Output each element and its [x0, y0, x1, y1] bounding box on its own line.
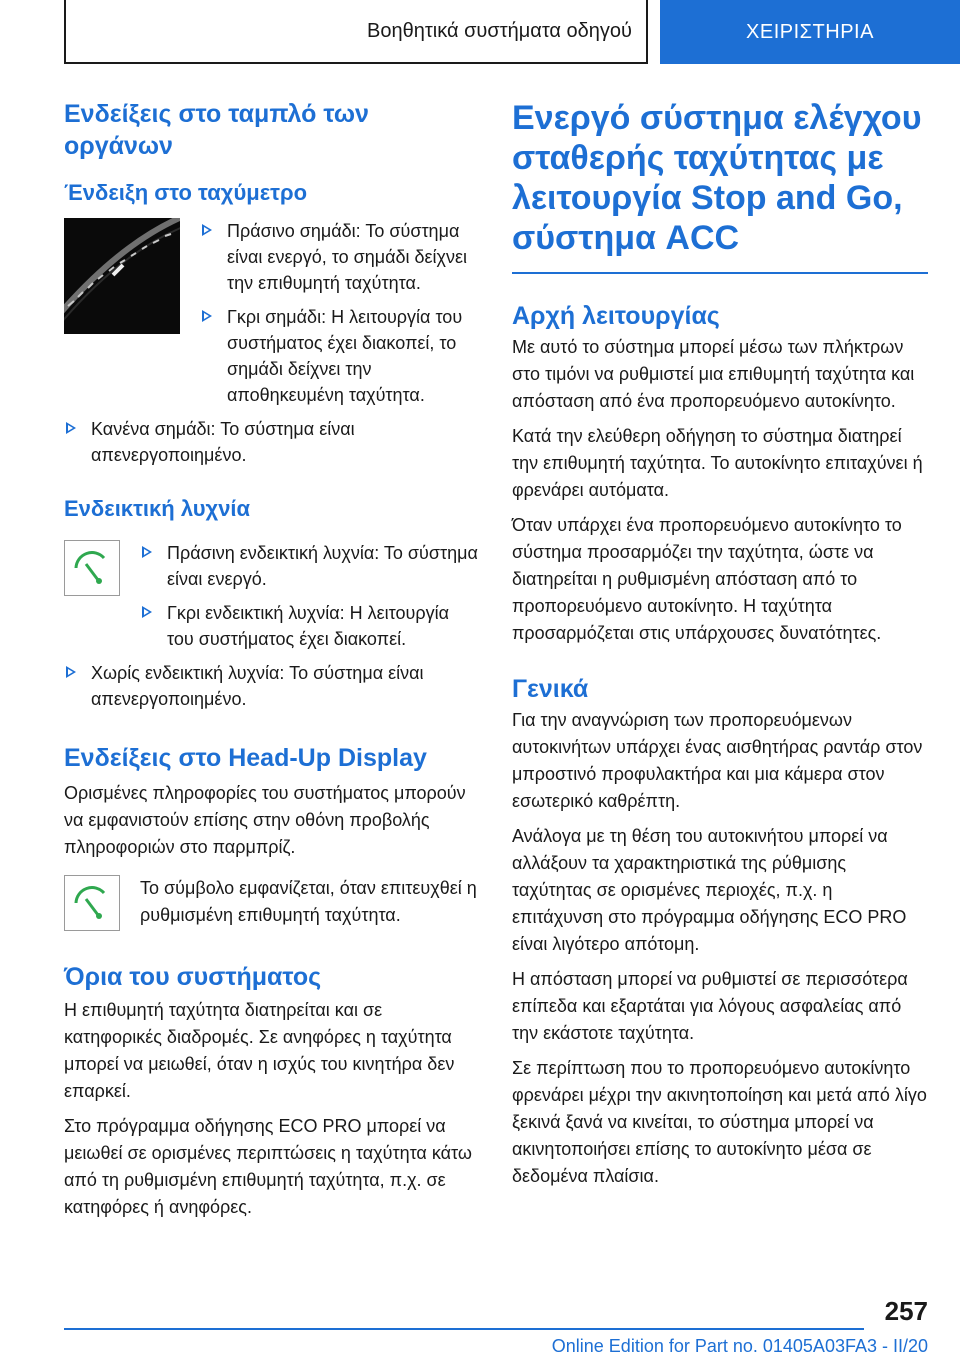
list-item-text: Γκρι σημάδι: Η λειτουργία του συστήματος έχει διακοπεί, το σημάδι δείχνει την αποθηκευμένη ταχύτητα. [227, 307, 463, 405]
list-item-text: Γκρι ενδεικτική λυχνία: Η λειτουργία του συστήματος έχει διακοπεί. [167, 603, 449, 649]
speedometer-image [64, 218, 180, 334]
principle-text: Κατά την ελεύθερη οδήγηση το σύστημα διατηρεί την επιθυμητή ταχύτητα. Το αυτοκίνητο επιταχύνει ή φρενάρει αυτόματα. [512, 426, 923, 500]
head-up-display-text: Ορισμένες πληροφορίες του συστήματος μπορούν να εμφανιστούν επίσης στην οθόνη προβολής πληροφοριών στο παρμπρίζ. [64, 783, 466, 857]
principle-text: Όταν υπάρχει ένα προπορευόμενο αυτοκίνητο το σύστημα προσαρμόζει την ταχύτητα, ώστε να διατηρείται η ρυθμισμένη απόσταση από το προπορευόμενο αυτοκίνητο. Η ταχύτητα προσαρμόζεται στις υπάρχουσες δυνατότητες. [512, 515, 902, 643]
list-item [200, 304, 480, 408]
acc-title: Ενεργό σύστημα ελέγχου σταθερής ταχύτητας με λειτουργία Stop and Go, σύστημα ACC [512, 98, 928, 274]
head-up-display-title: Ενδείξεις στο Head-Up Display [64, 744, 427, 772]
speedometer-block [64, 218, 480, 408]
list-item-text: Πράσινη ενδεικτική λυχνία: Το σύστημα είναι ενεργό. [167, 543, 478, 589]
general-text: Για την αναγνώριση των προπορευόμενων αυτοκινήτων υπάρχει ένας αισθητήρας ραντάρ στον μπροστινό προφυλακτήρα και μια κάμερα στον εσωτερικό καθρέπτη. [512, 710, 923, 811]
triangle-bullet-icon [142, 606, 152, 618]
list-item-text: Χωρίς ενδεικτική λυχνία: Το σύστημα είναι απενεργοποιημένο. [91, 663, 424, 709]
list-item [200, 218, 480, 296]
triangle-bullet-icon [66, 666, 76, 678]
list-item [64, 416, 491, 468]
general-text: Σε περίπτωση που το προπορευόμενο αυτοκίνητο φρενάρει μέχρι την ακινητοποίηση και μετά από λίγο ξεκινά ξανά να κινείται, το σύστημα μπορεί να ακινητοποιήσει επίσης το αυτοκίνητο μέσα σε δεδομένα πλαίσια. [512, 1058, 927, 1186]
list-item-text: Πράσινο σημάδι: Το σύστημα είναι ενεργό, το σημάδι δείχνει την επιθυμητή ταχύτητα. [227, 221, 468, 293]
speedometer-heading: Ένδειξη στο ταχύμετρο [64, 180, 308, 205]
cruise-control-icon [64, 540, 120, 596]
principle-heading: Αρχή λειτουργίας [512, 302, 720, 330]
eco-pro-text: Στο πρόγραμμα οδήγησης ECO PRO μπορεί να μειωθεί σε ορισμένες περιπτώσεις η ταχύτητα κάτω από τη ρυθμισμένη επιθυμητή ταχύτητα, π.χ. σε κατηφόρες ή ανηφόρες. [64, 1116, 472, 1217]
triangle-bullet-icon [202, 224, 212, 236]
system-limits-title: Όρια του συστήματος [64, 963, 322, 991]
triangle-bullet-icon [142, 546, 152, 558]
indicator-lamp-heading: Ενδεικτική λυχνία [64, 496, 251, 521]
speedometer-bullets [200, 218, 480, 408]
list-item [140, 600, 480, 652]
principle-text: Με αυτό το σύστημα μπορεί μέσω των πλήκτρων στο τιμόνι να ρυθμιστεί μια επιθυμητή ταχύτητα και απόσταση από ένα προπορευόμενο αυτοκίνητο. [512, 337, 915, 411]
right-column [512, 98, 928, 1190]
hud-symbol-text: Το σύμβολο εμφανίζεται, όταν επιτευχθεί η ρυθμισμένη επιθυμητή ταχύτητα. [140, 878, 477, 925]
list-item-text: Κανένα σημάδι: Το σύστημα είναι απενεργοποιημένο. [91, 419, 355, 465]
general-text: Ανάλογα με τη θέση του αυτοκινήτου μπορεί να αλλάξουν τα χαρακτηριστικά της ρύθμισης ταχύτητας σε ορισμένες περιοχές, π.χ. η επιτάχυνση στο πρόγραμμα οδήγησης ECO PRO είναι λιγότερο απότομη. [512, 826, 907, 954]
hud-symbol-block [64, 875, 480, 931]
list-item [64, 660, 491, 712]
header-section-title: Βοηθητικά συστήματα οδηγού [64, 0, 648, 64]
general-heading: Γενικά [512, 675, 589, 703]
list-item [140, 540, 480, 592]
triangle-bullet-icon [202, 310, 212, 322]
cruise-control-icon [64, 875, 120, 931]
footer-divider [64, 1328, 864, 1330]
system-limits-text: Η επιθυμητή ταχύτητα διατηρείται και σε κατηφορικές διαδρομές. Σε ανηφόρες η ταχύτητα μπορεί να μειωθεί, όταν η ισχύς του κινητήρα δεν επαρκεί. [64, 1000, 455, 1101]
general-text: Η απόσταση μπορεί να ρυθμιστεί σε περισσότερα επίπεδα και εξαρτάται για λόγους ασφαλείας από την εκάστοτε ταχύτητα. [512, 969, 908, 1043]
indicator-lamp-bullets [140, 540, 480, 652]
left-column [64, 98, 480, 1221]
indicator-lamp-block [64, 540, 480, 652]
dashboard-indications-title: Ενδείξεις στο ταμπλό των οργάνων [64, 100, 369, 160]
footer-edition: Online Edition for Part no. 01405A03FA3 - II/20 [551, 1336, 928, 1356]
triangle-bullet-icon [66, 422, 76, 434]
header-chapter-tab: ΧΕΙΡΙΣΤΗΡΙΑ [660, 0, 960, 64]
page-number: 257 [884, 1296, 928, 1326]
